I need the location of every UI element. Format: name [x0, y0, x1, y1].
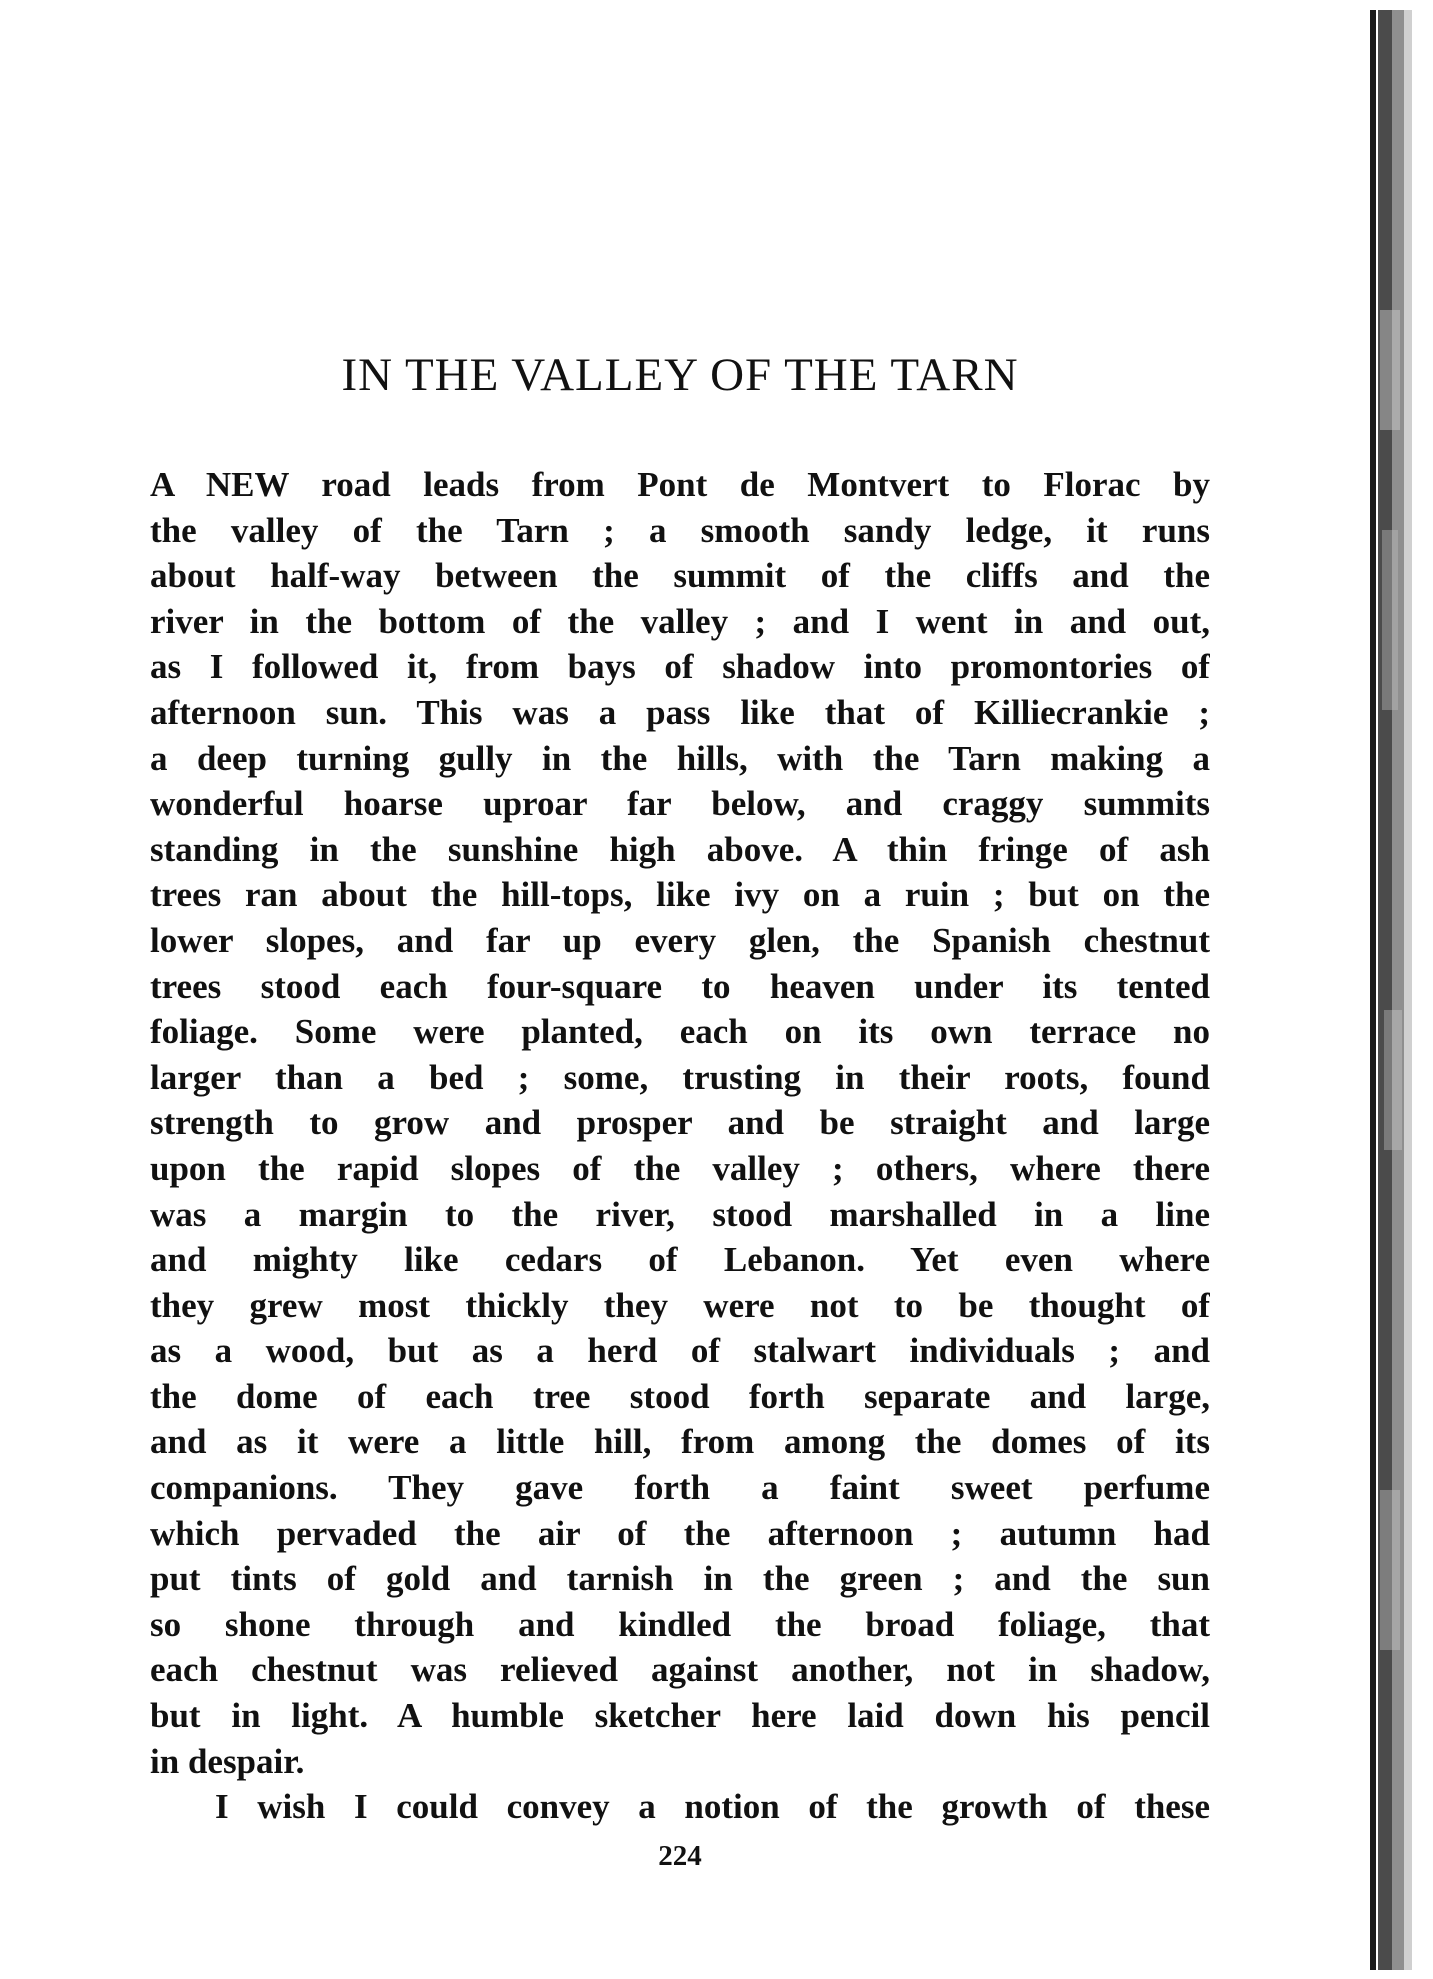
text-line: they grew most thickly they were not to be thought of — [150, 1285, 1210, 1325]
text-line: as a wood, but as a herd of stalwart individuals ; and — [150, 1331, 1210, 1371]
text-line: wonderful hoarse uproar far below, and craggy summits — [150, 784, 1210, 824]
body-text — [150, 462, 1210, 1830]
text-line: the dome of each tree stood forth separate and large, — [150, 1376, 1210, 1416]
text-line: standing in the sunshine high above. A thin fringe of ash — [150, 829, 1210, 869]
text-line: trees stood each four-square to heaven under its tented — [150, 966, 1210, 1006]
text-line: so shone through and kindled the broad foliage, that — [150, 1604, 1210, 1644]
paragraph-2 — [150, 1784, 1210, 1830]
text-line: the valley of the Tarn ; a smooth sandy ledge, it runs — [150, 510, 1210, 550]
page-number: 224 — [658, 1840, 702, 1872]
binding-edge-shadow — [1356, 10, 1416, 1970]
text-line: but in light. A humble sketcher here laid down his pencil — [150, 1696, 1210, 1736]
paragraph-1 — [150, 462, 1210, 1784]
text-line: afternoon sun. This was a pass like that of Killiecrankie ; — [150, 692, 1210, 732]
text-line: a deep turning gully in the hills, with the Tarn making a — [150, 738, 1210, 778]
text-line: A NEW road leads from Pont de Montvert to Florac by — [150, 465, 1210, 504]
text-line: strength to grow and prosper and be straight and large — [150, 1103, 1210, 1143]
text-line: river in the bottom of the valley ; and I went in and out, — [150, 601, 1210, 641]
text-line: upon the rapid slopes of the valley ; others, where there — [150, 1148, 1210, 1188]
text-line: larger than a bed ; some, trusting in their roots, found — [150, 1057, 1210, 1097]
text-line: companions. They gave forth a faint sweet perfume — [150, 1468, 1210, 1508]
text-line: put tints of gold and tarnish in the green ; and the sun — [150, 1559, 1210, 1599]
text-line: foliage. Some were planted, each on its own terrace no — [150, 1012, 1210, 1052]
text-line: which pervaded the air of the afternoon ; autumn had — [150, 1513, 1210, 1553]
text-line: lower slopes, and far up every glen, the Spanish chestnut — [150, 920, 1210, 960]
text-line: and as it were a little hill, from among the domes of its — [150, 1422, 1210, 1462]
text-line: was a margin to the river, stood marshalled in a line — [150, 1194, 1210, 1234]
text-line: about half-way between the summit of the cliffs and the — [150, 556, 1210, 596]
text-line: each chestnut was relieved against another, not in shadow, — [150, 1650, 1210, 1690]
text-line: trees ran about the hill-tops, like ivy on a ruin ; but on the — [150, 875, 1210, 915]
text-line: and mighty like cedars of Lebanon. Yet even where — [150, 1240, 1210, 1280]
text-line: as I followed it, from bays of shadow into promontories of — [150, 647, 1210, 687]
text-line: in despair. — [150, 1741, 305, 1781]
text-line: I wish I could convey a notion of the growth of these — [215, 1787, 1210, 1827]
chapter-title: IN THE VALLEY OF THE TARN — [341, 349, 1019, 401]
